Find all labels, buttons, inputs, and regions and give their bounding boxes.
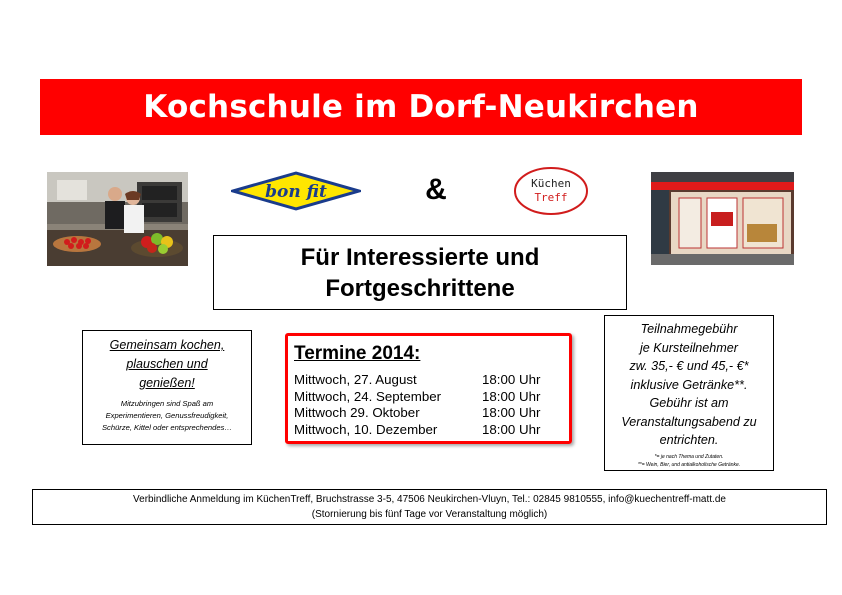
date-row [294, 422, 561, 439]
chefs-photo [47, 172, 188, 266]
bring-along-line: Schürze, Kittel oder entsprechendes… [101, 423, 232, 432]
time-label: 18:00 Uhr [482, 388, 541, 404]
date-label: Mittwoch, 10. Dezember [294, 421, 438, 437]
bring-along-line: Mitzubringen sind Spaß am [120, 399, 214, 408]
fee-line: entrichten. [659, 433, 719, 447]
fee-line: Gebühr ist am [649, 396, 729, 410]
fee-line: Veranstaltungsabend zu [621, 414, 757, 429]
fee-box [604, 315, 774, 471]
kuechentreff-logo [512, 165, 590, 217]
title-banner [40, 79, 802, 135]
ampersand: & [425, 173, 447, 206]
subtitle-line2: Fortgeschrittene [325, 274, 515, 302]
activity-line: Gemeinsam kochen, [109, 338, 225, 352]
activity-box [82, 330, 252, 445]
bonfit-logo [231, 171, 361, 211]
page-title: Kochschule im Dorf-Neukirchen [143, 89, 699, 125]
fee-line: zw. 35,- € und 45,- €* [629, 359, 749, 373]
date-label: Mittwoch, 27. August [294, 372, 417, 387]
time-label: 18:00 Uhr [482, 372, 541, 387]
cancellation-note: (Stornierung bis fünf Tage vor Veranstaltung möglich) [311, 509, 548, 520]
bonfit-logo-text: bon fit [265, 182, 327, 202]
fee-footnote: *= je nach Thema und Zutaten. [654, 453, 724, 460]
kuechentreff-logo-line2: Treff [534, 191, 568, 204]
time-label: 18:00 Uhr [482, 405, 541, 420]
bring-along-line: Experimentieren, Genussfreudigkeit, [105, 411, 229, 420]
dates-title: Termine 2014: [294, 343, 421, 364]
registration-footer [32, 489, 827, 525]
date-row [294, 389, 561, 406]
registration-line: Verbindliche Anmeldung im KüchenTreff, Bruchstrasse 3-5, 47506 Neukirchen-Vluyn, Tel.: 02845 9810555, info@kuechentreff-matt.de [133, 494, 726, 505]
fee-line: je Kursteilnehmer [640, 340, 738, 355]
subtitle-line1: Für Interessierte und [300, 243, 540, 271]
date-label: Mittwoch 29. Oktober [294, 405, 420, 420]
date-label: Mittwoch, 24. September [294, 388, 442, 404]
dates-box [285, 333, 572, 444]
date-row [294, 405, 561, 422]
dates-list [294, 372, 561, 438]
kuechentreff-logo-line1: Küchen [531, 177, 571, 190]
activity-line: plauschen und [126, 357, 208, 371]
time-label: 18:00 Uhr [482, 421, 541, 437]
date-row [294, 372, 561, 389]
fee-line: inklusive Getränke**. [630, 377, 748, 392]
activity-line: genießen! [139, 376, 195, 390]
subtitle-box [213, 235, 627, 310]
fee-line: Teilnahmegebühr [640, 322, 738, 336]
storefront-photo [651, 172, 794, 265]
fee-footnote: **= Wein, Bier, und antialkoholische Getränke. [637, 461, 741, 468]
